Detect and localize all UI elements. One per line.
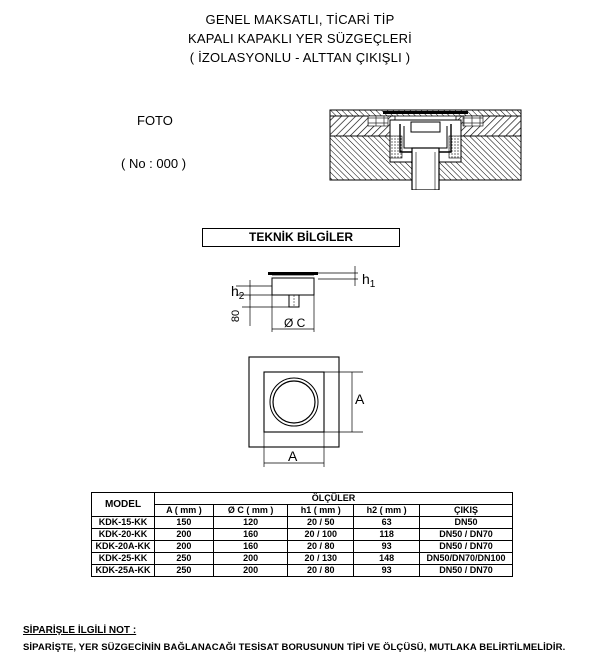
table-cell: 20 / 100: [288, 529, 354, 541]
order-note-text: SİPARİŞTE, YER SÜZGECİNİN BAĞLANACAĞI TESİSAT BORUSUNUN TİPİ VE ÖLÇÜSÜ, MUTLAKA BELİRTİLMELİDİR.: [23, 642, 566, 653]
table-cell: 20 / 130: [288, 553, 354, 565]
table-row: [92, 541, 513, 553]
dimensions-group-header: ÖLÇÜLER: [155, 493, 513, 505]
technical-info-heading: TEKNİK BİLGİLER: [202, 228, 400, 247]
photo-label: FOTO: [137, 113, 173, 128]
table-cell: 150: [155, 517, 214, 529]
table-cell: 118: [354, 529, 420, 541]
table-cell: 200: [213, 565, 288, 577]
photo-number: ( No : 000 ): [121, 156, 187, 171]
table-cell: 93: [354, 565, 420, 577]
table-cell: KDK-20A-KK: [92, 541, 155, 553]
table-cell: DN50 / DN70: [420, 565, 513, 577]
table-cell: 250: [155, 565, 214, 577]
table-cell: 20 / 80: [288, 541, 354, 553]
plan-view-drawing: [245, 355, 375, 470]
table-cell: DN50/DN70/DN100: [420, 553, 513, 565]
table-cell: 93: [354, 541, 420, 553]
table-cell: 148: [354, 553, 420, 565]
table-cell: 200: [155, 529, 214, 541]
table-cell: 120: [213, 517, 288, 529]
specifications-table: [91, 492, 513, 577]
title-line-1: GENEL MAKSATLI, TİCARİ TİP: [205, 12, 395, 27]
table-cell: KDK-25A-KK: [92, 565, 155, 577]
title-line-2: KAPALI KAPAKLI YER SÜZGEÇLERİ: [188, 31, 412, 46]
column-header: h2 ( mm ): [354, 505, 420, 517]
order-note-title: SİPARİŞLE İLGİLİ NOT :: [23, 625, 137, 636]
table-cell: 200: [155, 541, 214, 553]
table-cell: 160: [213, 529, 288, 541]
table-cell: 63: [354, 517, 420, 529]
table-row: [92, 553, 513, 565]
table-cell: KDK-25-KK: [92, 553, 155, 565]
depth-label: 80: [230, 309, 243, 323]
table-cell: DN50 / DN70: [420, 541, 513, 553]
table-cell: 20 / 80: [288, 565, 354, 577]
cross-section-drawing: [328, 108, 523, 190]
column-header: Ø C ( mm ): [213, 505, 288, 517]
title-line-3: ( İZOLASYONLU - ALTTAN ÇIKIŞLI ): [189, 50, 411, 65]
table-cell: 20 / 50: [288, 517, 354, 529]
table-row: [92, 565, 513, 577]
plan-a-vertical-label: A: [355, 391, 365, 407]
table-cell: DN50 / DN70: [420, 529, 513, 541]
plan-a-horizontal-label: A: [288, 448, 298, 464]
column-header: h1 ( mm ): [288, 505, 354, 517]
table-row: [92, 517, 513, 529]
h1-label: $h_1$: [362, 271, 376, 290]
table-cell: 200: [213, 553, 288, 565]
table-row: [92, 529, 513, 541]
table-cell: KDK-20-KK: [92, 529, 155, 541]
column-header: ÇIKIŞ: [420, 505, 513, 517]
h2-label: $h_2$: [231, 283, 245, 302]
table-cell: DN50: [420, 517, 513, 529]
diameter-label: Ø C: [284, 316, 306, 330]
table-cell: 250: [155, 553, 214, 565]
model-header: MODEL: [92, 493, 155, 517]
table-cell: KDK-15-KK: [92, 517, 155, 529]
column-header: A ( mm ): [155, 505, 214, 517]
table-cell: 160: [213, 541, 288, 553]
